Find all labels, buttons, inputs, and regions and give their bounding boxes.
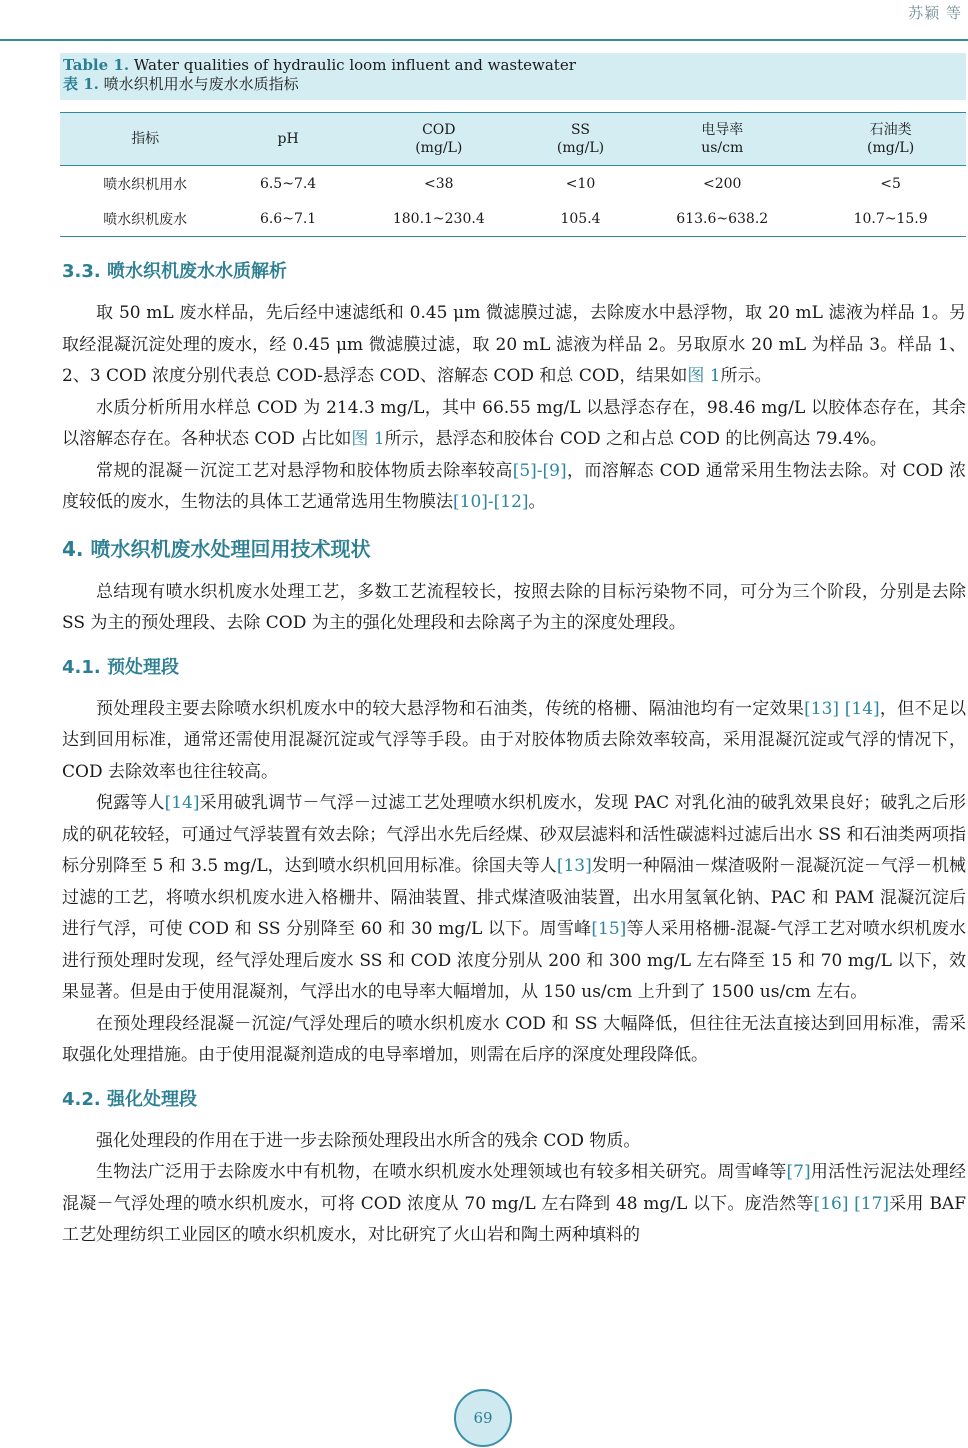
heading-4-2: 4.2. 强化处理段 (62, 1088, 197, 1110)
col-header-ph: pH (230, 113, 345, 166)
paragraph: 总结现有喷水织机废水处理工艺，多数工艺流程较长，按照去除的目标污染物不同，可分为三个阶段，分别是去除 SS 为主的预处理段、去除 COD 为主的强化处理段和去除离子为主的深度处理段。 (62, 581, 966, 633)
table-cell: 喷水织机废水 (60, 201, 230, 237)
citation-link[interactable]: [13] (556, 856, 592, 876)
table-cell: 613.6~638.2 (629, 201, 815, 237)
water-quality-table (60, 112, 966, 237)
table-cell: <5 (880, 175, 901, 192)
table-caption-en-text: Water qualities of hydraulic loom influent and wastewater (133, 56, 576, 74)
table-caption-cn-text: 喷水织机用水与废水水质指标 (103, 75, 299, 93)
table-caption-cn (63, 75, 960, 94)
table-cell: 6.6~7.1 (230, 201, 345, 237)
heading-4-1: 4.1. 预处理段 (62, 656, 179, 678)
citation-link[interactable]: [13] [14] (804, 698, 880, 719)
table-cell: 6.5~7.4 (259, 175, 317, 192)
table-caption-cn-label: 表 1. (63, 75, 99, 93)
col-header-petroleum: 石油类 (mg/L) (815, 113, 966, 166)
page-header (0, 0, 968, 40)
paragraph: 倪露等人[14]采用破乳调节－气浮－过滤工艺处理喷水织机废水，发现 PAC 对乳化油的破乳效果良好；破乳之后形成的矾花较轻，可通过气浮装置有效去除；气浮出水先后经煤、砂双层滤料和活性碳滤料过滤后出水 SS 和石油类两项指标分别降至 5 和 3.5 mg/L，达到喷水织机回用标准。徐国夫等人[13]发明一种隔油－煤渣吸附－混凝沉淀－气浮－机械过滤的工艺，将喷水织机废水进入格栅井、隔油装置、排式煤渣吸油装置，出水用氢氧化钠、PAC 和 PAM 混凝沉淀后进行气浮，可使 COD 和 SS 分别降至 60 和 30 mg/L 以下。周雪峰[15]等人采用格栅-混凝-气浮工艺对喷水织机废水进行预处理时发现，经气浮处理后废水 SS 和 COD 浓度分别从 200 和 300 mg/L 左右降至 15 和 70 mg/L 以下，效果显著。但是由于使用混凝剂，气浮出水的电导率大幅增加，从 150 us/cm 上升到了 1500 us/cm 左右。 (62, 793, 966, 1002)
body-text (62, 256, 966, 1252)
page-number-badge (454, 1389, 512, 1447)
citation-link[interactable]: [5]-[9] (512, 460, 567, 481)
table-cell: 105.4 (532, 201, 629, 237)
paragraph: 在预处理段经混凝－沉淀/气浮处理后的喷水织机废水 COD 和 SS 大幅降低，但往往无法直接达到回用标准，需采取强化处理措施。由于使用混凝剂造成的电导率增加，则需在后序的深度处理段降低。 (62, 1013, 966, 1065)
paragraph: 预处理段主要去除喷水织机废水中的较大悬浮物和石油类，传统的格栅、隔油池均有一定效果[13] [14]，但不足以达到回用标准，通常还需使用混凝沉淀或气浮等手段。由于对胶体物质去除效率较高，采用混凝沉淀或气浮的情况下，COD 去除效率也往往较高。 (62, 698, 967, 782)
paragraph: 水质分析所用水样总 COD 为 214.3 mg/L，其中 66.55 mg/L 以悬浮态存在，98.46 mg/L 以胶体态存在，其余以溶解态存在。各种状态 COD 占比如图 1所示，悬浮态和胶体台 COD 之和占总 COD 的比例高达 79.4%。 (62, 397, 966, 449)
heading-3-3: 3.3. 喷水织机废水水质解析 (62, 261, 287, 282)
paragraph: 取 50 mL 废水样品，先后经中速滤纸和 0.45 μm 微滤膜过滤，去除废水中悬浮物，取 20 mL 滤液为样品 1。另取经混凝沉淀处理的废水，经 0.45 μm 微滤膜过滤，取 20 mL 滤液为样品 2。另取原水 20 mL 为样品 3。样品 1、2、3 COD 浓度分别代表总 COD-悬浮态 COD、溶解态 COD 和总 COD，结果如图 1所示。 (62, 303, 966, 386)
figure-link[interactable]: 图 1 (351, 429, 385, 449)
page-number: 69 (454, 1389, 512, 1447)
citation-link[interactable]: [15] (591, 919, 627, 939)
citation-link[interactable]: [10]-[12] (453, 492, 529, 512)
table-row (60, 166, 966, 202)
table-caption (60, 53, 966, 100)
paragraph: 常规的混凝－沉淀工艺对悬浮物和胶体物质去除率较高[5]-[9]，而溶解态 COD 通常采用生物法去除。对 COD 浓度较低的废水，生物法的具体工艺通常选用生物膜法[10]-[12]。 (62, 460, 967, 512)
table-cell: <200 (703, 175, 742, 192)
table-cell: <10 (565, 175, 596, 192)
table-caption-en-label: Table 1. (63, 56, 130, 74)
running-header-authors: 苏颖 等 (908, 4, 962, 22)
col-header-indicator: 指标 (60, 113, 230, 166)
paragraph: 生物法广泛用于去除废水中有机物，在喷水织机废水处理领域也有较多相关研究。周雪峰等[7]用活性污泥法处理经混凝－气浮处理的喷水织机废水，可将 COD 浓度从 70 mg/L 左右降到 48 mg/L 以下。庞浩然等[16] [17]采用 BAF 工艺处理纺织工业园区的喷水织机废水，对比研究了火山岩和陶土两种填料的 (62, 1162, 967, 1245)
table-caption-en (63, 56, 960, 75)
table-cell: 10.7~15.9 (815, 201, 966, 237)
figure-link[interactable]: 图 1 (687, 366, 721, 386)
paragraph: 强化处理段的作用在于进一步去除预处理段出水所含的残余 COD 物质。 (96, 1130, 641, 1151)
table-cell: <38 (424, 175, 454, 192)
header-rule (0, 39, 968, 41)
table-row (60, 201, 966, 237)
citation-link[interactable]: [16] [17] (813, 1193, 890, 1214)
col-header-ss: SS (mg/L) (532, 113, 629, 166)
col-header-cod: COD (mg/L) (346, 113, 532, 166)
table-header-row (60, 113, 966, 166)
table-1 (60, 53, 966, 237)
heading-4: 4. 喷水织机废水处理回用技术现状 (62, 536, 371, 561)
citation-link[interactable]: [7] (786, 1162, 811, 1182)
table-cell: 喷水织机用水 (103, 176, 188, 193)
col-header-conductivity: 电导率 us/cm (629, 113, 815, 166)
citation-link[interactable]: [14] (164, 793, 200, 813)
table-cell: 180.1~230.4 (346, 201, 532, 237)
